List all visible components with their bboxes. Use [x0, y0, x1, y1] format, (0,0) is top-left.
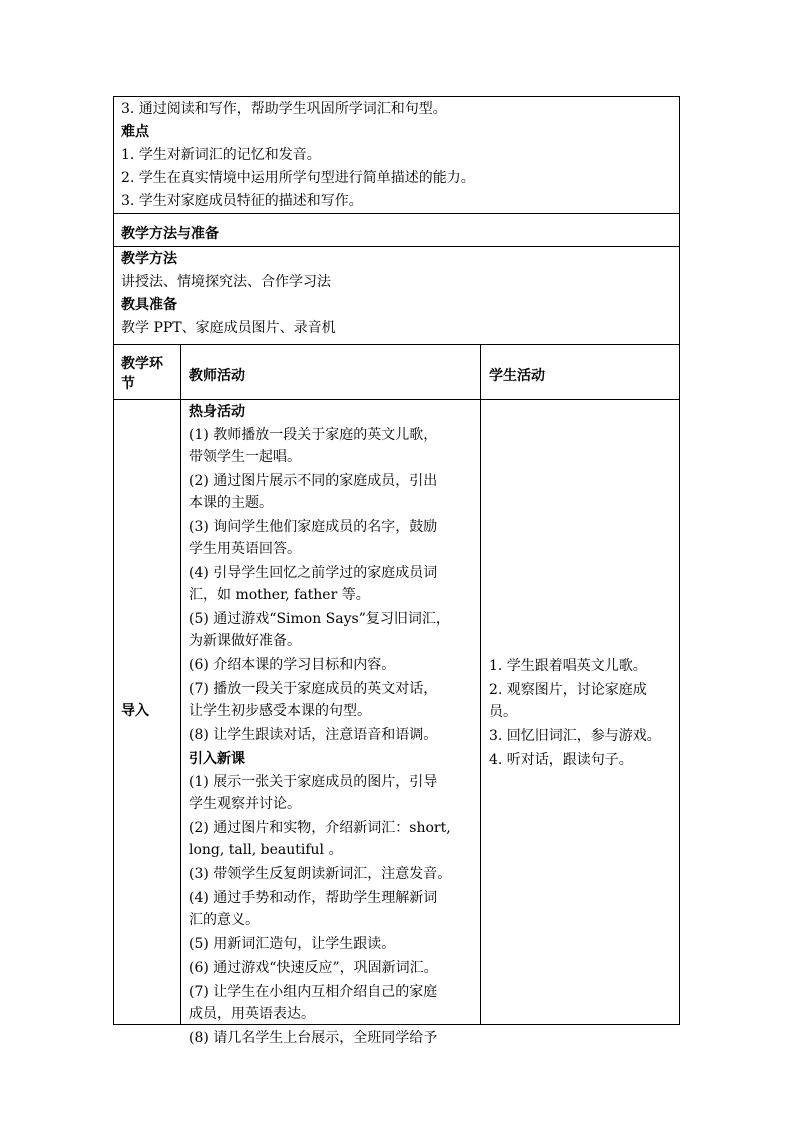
warmup-item [189, 678, 479, 722]
new-lesson-line: (5) 用新词汇造句，让学生跟读。 [189, 936, 396, 952]
difficulty-line: 1. 学生对新词汇的记忆和发音。 [121, 147, 321, 163]
header-teacher-cell [189, 365, 479, 388]
row-divider-2 [113, 246, 680, 247]
student-activity-line: 4. 听对话，跟读句子。 [489, 752, 633, 768]
student-activity-line: 员。 [489, 704, 517, 720]
warmup-line: (5) 通过游戏“Simon Says”复习旧词汇， [189, 611, 450, 627]
warmup-line: (4) 引导学生回忆之前学过的家庭成员词 [189, 565, 438, 581]
warmup-line: 汇，如 mother, father 等。 [189, 587, 370, 603]
row-divider-3 [113, 344, 680, 345]
warmup-line: (8) 让学生跟读对话，注意语音和语调。 [189, 727, 438, 743]
warmup-line: 本课的主题。 [189, 495, 273, 511]
objectives-cell [121, 98, 676, 213]
table-border-top [113, 96, 680, 97]
warmup-line: (1) 教师播放一段关于家庭的英文儿歌， [189, 427, 438, 443]
new-lesson-line: (7) 让学生在小组内互相介绍自己的家庭 [189, 984, 438, 1000]
new-lesson-item [189, 771, 479, 815]
table-border-left [113, 96, 114, 1025]
row-divider-4 [113, 399, 680, 400]
warmup-item [189, 562, 479, 606]
warmup-line: (6) 介绍本课的学习目标和内容。 [189, 657, 396, 673]
warmup-heading: 热身活动 [189, 404, 245, 420]
warmup-item [189, 608, 479, 652]
difficulty-heading: 难点 [121, 124, 149, 140]
warmup-item [189, 470, 479, 514]
new-lesson-line: (2) 通过图片和实物，介绍新词汇：short, [189, 820, 451, 836]
difficulty-line: 2. 学生在真实情境中运用所学句型进行简单描述的能力。 [121, 170, 475, 186]
warmup-line: (7) 播放一段关于家庭成员的英文对话， [189, 681, 438, 697]
stage-label: 导入 [121, 703, 149, 719]
new-lesson-item [189, 887, 479, 931]
header-student-cell [489, 365, 677, 388]
col-divider-1 [180, 344, 181, 1025]
warmup-line: (3) 询问学生他们家庭成员的名字，鼓励 [189, 519, 438, 535]
new-lesson-item [189, 933, 479, 955]
warmup-item [189, 516, 479, 560]
col-divider-2 [480, 344, 481, 1025]
method-text: 讲授法、情境探究法、合作学习法 [121, 274, 331, 290]
tools-heading: 教具准备 [121, 297, 177, 313]
student-activity-item [489, 679, 679, 723]
difficulty-line: 3. 学生对家庭成员特征的描述和写作。 [121, 193, 363, 209]
header-teacher: 教师活动 [189, 368, 245, 384]
row-divider-1 [113, 213, 680, 214]
new-lesson-item [189, 863, 479, 885]
header-student: 学生活动 [489, 368, 545, 384]
stage-cell [121, 700, 179, 723]
new-lesson-line: (6) 通过游戏“快速反应”，巩固新词汇。 [189, 960, 438, 976]
new-lesson-line: (4) 通过手势和动作，帮助学生理解新词 [189, 890, 438, 906]
new-lesson-heading: 引入新课 [189, 751, 245, 767]
warmup-line: 带领学生一起唱。 [189, 449, 301, 465]
methods-content-cell [121, 248, 676, 340]
student-activity-item [489, 655, 679, 677]
new-lesson-item [189, 981, 479, 1025]
warmup-line: 为新课做好准备。 [189, 633, 301, 649]
warmup-line: 让学生初步感受本课的句型。 [189, 703, 371, 719]
new-lesson-item [189, 1027, 479, 1049]
teacher-activities-cell [189, 401, 479, 1051]
method-heading: 教学方法 [121, 251, 177, 267]
new-lesson-line: 学生观察并讨论。 [189, 796, 301, 812]
new-lesson-line: long, tall, beautiful 。 [189, 842, 343, 858]
student-activity-line: 2. 观察图片，讨论家庭成 [489, 682, 647, 698]
objective-line-3: 3. 通过阅读和写作，帮助学生巩固所学词汇和句型。 [121, 101, 447, 117]
new-lesson-line: 汇的意义。 [189, 912, 259, 928]
new-lesson-line: 成员，用英语表达。 [189, 1006, 315, 1022]
student-activity-line: 1. 学生跟着唱英文儿歌。 [489, 658, 647, 674]
student-activity-item [489, 725, 679, 747]
methods-heading: 教学方法与准备 [121, 226, 219, 242]
tools-text: 教学 PPT、家庭成员图片、录音机 [121, 320, 336, 336]
new-lesson-line: (8) 请几名学生上台展示，全班同学给予 [189, 1030, 438, 1046]
warmup-item [189, 724, 479, 746]
new-lesson-line: (3) 带领学生反复朗读新词汇，注意发音。 [189, 866, 452, 882]
new-lesson-line: (1) 展示一张关于家庭成员的图片，引导 [189, 774, 438, 790]
warmup-item [189, 424, 479, 468]
table-border-right [679, 96, 680, 1025]
student-activity-item [489, 749, 679, 771]
lesson-plan-table [113, 96, 680, 1046]
new-lesson-item [189, 817, 479, 861]
new-lesson-item [189, 957, 479, 979]
warmup-line: (2) 通过图片展示不同的家庭成员，引出 [189, 473, 438, 489]
student-activities-cell [489, 655, 679, 773]
warmup-item [189, 654, 479, 676]
student-activity-line: 3. 回忆旧词汇，参与游戏。 [489, 728, 661, 744]
methods-heading-cell [121, 223, 676, 246]
header-stage-line2: 节 [121, 376, 135, 392]
header-stage-cell [121, 354, 179, 394]
header-stage-line1: 教学环 [121, 356, 163, 372]
warmup-line: 学生用英语回答。 [189, 541, 301, 557]
